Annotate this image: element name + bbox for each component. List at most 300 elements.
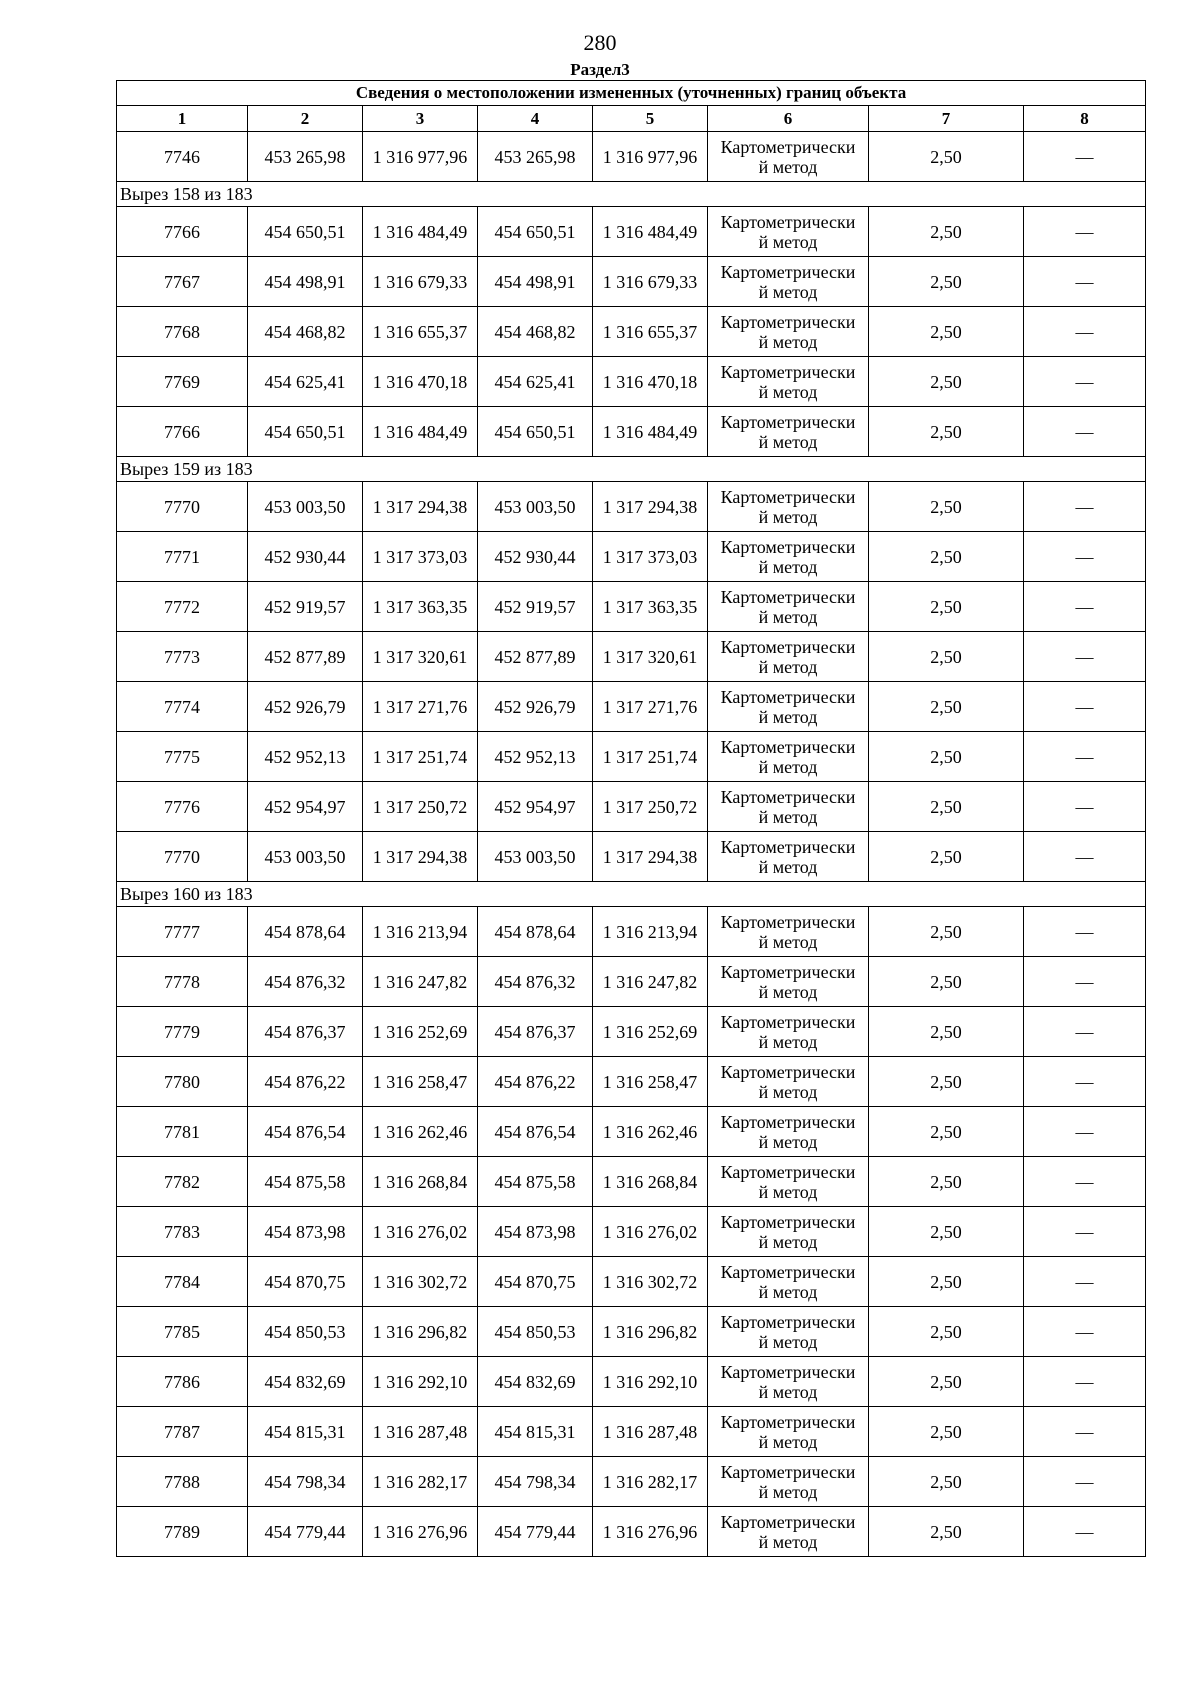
x-coordinate-cell: 454 468,82 bbox=[248, 307, 363, 357]
method-cell bbox=[708, 357, 869, 407]
section-title: Раздел3 bbox=[570, 60, 630, 79]
page-number: 280 bbox=[583, 30, 617, 55]
table-row bbox=[117, 907, 1146, 957]
method-text-line: й метод bbox=[758, 431, 818, 452]
accuracy-cell: 2,50 bbox=[869, 357, 1024, 407]
method-text-line: й метод bbox=[758, 381, 818, 402]
method-cell bbox=[708, 632, 869, 682]
method-text-line: й метод bbox=[758, 1381, 818, 1402]
method-text-line: Картометрически bbox=[720, 636, 856, 657]
method-cell bbox=[708, 782, 869, 832]
description-cell: — bbox=[1024, 1357, 1146, 1407]
method-cell bbox=[708, 207, 869, 257]
point-number-cell: 7768 bbox=[117, 307, 248, 357]
method-cell bbox=[708, 1007, 869, 1057]
table-row bbox=[117, 257, 1146, 307]
table-row bbox=[117, 1107, 1146, 1157]
y-coordinate-cell: 1 316 470,18 bbox=[593, 357, 708, 407]
table-row bbox=[117, 1207, 1146, 1257]
x-coordinate-cell: 454 878,64 bbox=[248, 907, 363, 957]
y-coordinate-cell: 1 317 294,38 bbox=[363, 832, 478, 882]
accuracy-cell: 2,50 bbox=[869, 1457, 1024, 1507]
y-coordinate-cell: 1 316 268,84 bbox=[363, 1157, 478, 1207]
accuracy-cell: 2,50 bbox=[869, 957, 1024, 1007]
method-text-line: Картометрически bbox=[720, 486, 856, 507]
y-coordinate-cell: 1 316 213,94 bbox=[593, 907, 708, 957]
x-coordinate-cell: 454 870,75 bbox=[248, 1257, 363, 1307]
method-text-line: й метод bbox=[758, 231, 818, 252]
y-coordinate-cell: 1 316 268,84 bbox=[593, 1157, 708, 1207]
y-coordinate-cell: 1 316 276,96 bbox=[593, 1507, 708, 1557]
y-coordinate-cell: 1 316 296,82 bbox=[363, 1307, 478, 1357]
x-coordinate-cell: 452 877,89 bbox=[478, 632, 593, 682]
point-number-cell: 7772 bbox=[117, 582, 248, 632]
y-coordinate-cell: 1 316 276,96 bbox=[363, 1507, 478, 1557]
cutout-label: Вырез 158 из 183 bbox=[117, 182, 1146, 207]
y-coordinate-cell: 1 316 258,47 bbox=[593, 1057, 708, 1107]
accuracy-cell: 2,50 bbox=[869, 132, 1024, 182]
method-text-line: й метод bbox=[758, 1281, 818, 1302]
column-header-row bbox=[117, 106, 1146, 132]
method-text-line: й метод bbox=[758, 856, 818, 877]
accuracy-cell: 2,50 bbox=[869, 407, 1024, 457]
x-coordinate-cell: 454 832,69 bbox=[248, 1357, 363, 1407]
y-coordinate-cell: 1 317 363,35 bbox=[363, 582, 478, 632]
method-text-line: й метод bbox=[758, 931, 818, 952]
y-coordinate-cell: 1 316 247,82 bbox=[363, 957, 478, 1007]
y-coordinate-cell: 1 317 250,72 bbox=[363, 782, 478, 832]
y-coordinate-cell: 1 316 247,82 bbox=[593, 957, 708, 1007]
point-number-cell: 7784 bbox=[117, 1257, 248, 1307]
method-cell bbox=[708, 1157, 869, 1207]
method-text-line: й метод bbox=[758, 1131, 818, 1152]
point-number-cell: 7781 bbox=[117, 1107, 248, 1157]
x-coordinate-cell: 454 850,53 bbox=[248, 1307, 363, 1357]
x-coordinate-cell: 454 650,51 bbox=[248, 407, 363, 457]
y-coordinate-cell: 1 317 294,38 bbox=[363, 482, 478, 532]
point-number-cell: 7770 bbox=[117, 832, 248, 882]
y-coordinate-cell: 1 317 271,76 bbox=[363, 682, 478, 732]
description-cell: — bbox=[1024, 1207, 1146, 1257]
description-cell: — bbox=[1024, 357, 1146, 407]
method-text-line: Картометрически bbox=[720, 911, 856, 932]
method-text-line: й метод bbox=[758, 656, 818, 677]
table-row bbox=[117, 482, 1146, 532]
description-cell: — bbox=[1024, 132, 1146, 182]
x-coordinate-cell: 454 798,34 bbox=[248, 1457, 363, 1507]
y-coordinate-cell: 1 316 292,10 bbox=[363, 1357, 478, 1407]
accuracy-cell: 2,50 bbox=[869, 1307, 1024, 1357]
x-coordinate-cell: 454 798,34 bbox=[478, 1457, 593, 1507]
y-coordinate-cell: 1 317 251,74 bbox=[363, 732, 478, 782]
column-header: 8 bbox=[1024, 106, 1146, 132]
table-row bbox=[117, 357, 1146, 407]
x-coordinate-cell: 454 876,22 bbox=[248, 1057, 363, 1107]
method-text-line: Картометрически bbox=[720, 311, 856, 332]
point-number-cell: 7773 bbox=[117, 632, 248, 682]
table-row bbox=[117, 1507, 1146, 1557]
x-coordinate-cell: 454 850,53 bbox=[478, 1307, 593, 1357]
y-coordinate-cell: 1 316 282,17 bbox=[363, 1457, 478, 1507]
table-row bbox=[117, 1407, 1146, 1457]
accuracy-cell: 2,50 bbox=[869, 1257, 1024, 1307]
method-cell bbox=[708, 1107, 869, 1157]
x-coordinate-cell: 454 650,51 bbox=[478, 407, 593, 457]
x-coordinate-cell: 452 919,57 bbox=[248, 582, 363, 632]
x-coordinate-cell: 454 779,44 bbox=[478, 1507, 593, 1557]
description-cell: — bbox=[1024, 532, 1146, 582]
table-row bbox=[117, 632, 1146, 682]
method-text-line: Картометрически bbox=[720, 786, 856, 807]
description-cell: — bbox=[1024, 732, 1146, 782]
point-number-cell: 7775 bbox=[117, 732, 248, 782]
x-coordinate-cell: 452 954,97 bbox=[248, 782, 363, 832]
accuracy-cell: 2,50 bbox=[869, 1157, 1024, 1207]
cutout-row bbox=[117, 882, 1146, 907]
method-text-line: й метод bbox=[758, 1081, 818, 1102]
method-text-line: Картометрически bbox=[720, 686, 856, 707]
x-coordinate-cell: 454 876,32 bbox=[478, 957, 593, 1007]
y-coordinate-cell: 1 316 302,72 bbox=[363, 1257, 478, 1307]
table-row bbox=[117, 132, 1146, 182]
method-text-line: й метод bbox=[758, 981, 818, 1002]
method-cell bbox=[708, 832, 869, 882]
method-text-line: Картометрически bbox=[720, 136, 856, 157]
method-text-line: Картометрически bbox=[720, 1511, 856, 1532]
method-cell bbox=[708, 132, 869, 182]
accuracy-cell: 2,50 bbox=[869, 1507, 1024, 1557]
y-coordinate-cell: 1 317 320,61 bbox=[363, 632, 478, 682]
description-cell: — bbox=[1024, 1257, 1146, 1307]
table-caption-row bbox=[117, 81, 1146, 106]
cutout-row bbox=[117, 457, 1146, 482]
point-number-cell: 7783 bbox=[117, 1207, 248, 1257]
x-coordinate-cell: 453 265,98 bbox=[248, 132, 363, 182]
x-coordinate-cell: 452 877,89 bbox=[248, 632, 363, 682]
x-coordinate-cell: 452 952,13 bbox=[248, 732, 363, 782]
method-text-line: й метод bbox=[758, 606, 818, 627]
method-text-line: й метод bbox=[758, 1231, 818, 1252]
table-row bbox=[117, 1307, 1146, 1357]
cutout-label: Вырез 159 из 183 bbox=[117, 457, 1146, 482]
method-text-line: й метод bbox=[758, 1331, 818, 1352]
description-cell: — bbox=[1024, 1507, 1146, 1557]
point-number-cell: 7746 bbox=[117, 132, 248, 182]
y-coordinate-cell: 1 317 373,03 bbox=[593, 532, 708, 582]
method-cell bbox=[708, 1257, 869, 1307]
y-coordinate-cell: 1 316 287,48 bbox=[363, 1407, 478, 1457]
method-text-line: й метод bbox=[758, 806, 818, 827]
x-coordinate-cell: 454 498,91 bbox=[478, 257, 593, 307]
table-row bbox=[117, 1157, 1146, 1207]
point-number-cell: 7780 bbox=[117, 1057, 248, 1107]
table-row bbox=[117, 732, 1146, 782]
accuracy-cell: 2,50 bbox=[869, 682, 1024, 732]
point-number-cell: 7789 bbox=[117, 1507, 248, 1557]
description-cell: — bbox=[1024, 257, 1146, 307]
method-cell bbox=[708, 682, 869, 732]
method-text-line: Картометрически bbox=[720, 1311, 856, 1332]
y-coordinate-cell: 1 316 213,94 bbox=[363, 907, 478, 957]
description-cell: — bbox=[1024, 1107, 1146, 1157]
point-number-cell: 7786 bbox=[117, 1357, 248, 1407]
boundary-coordinates-table bbox=[116, 80, 1146, 1557]
cutout-row bbox=[117, 182, 1146, 207]
x-coordinate-cell: 454 832,69 bbox=[478, 1357, 593, 1407]
point-number-cell: 7779 bbox=[117, 1007, 248, 1057]
method-cell bbox=[708, 732, 869, 782]
method-cell bbox=[708, 257, 869, 307]
y-coordinate-cell: 1 316 484,49 bbox=[593, 207, 708, 257]
table-row bbox=[117, 1457, 1146, 1507]
description-cell: — bbox=[1024, 907, 1146, 957]
column-header: 5 bbox=[593, 106, 708, 132]
method-cell bbox=[708, 1507, 869, 1557]
y-coordinate-cell: 1 316 655,37 bbox=[593, 307, 708, 357]
y-coordinate-cell: 1 316 252,69 bbox=[593, 1007, 708, 1057]
x-coordinate-cell: 454 876,32 bbox=[248, 957, 363, 1007]
point-number-cell: 7771 bbox=[117, 532, 248, 582]
table-row bbox=[117, 582, 1146, 632]
point-number-cell: 7788 bbox=[117, 1457, 248, 1507]
x-coordinate-cell: 454 876,22 bbox=[478, 1057, 593, 1107]
x-coordinate-cell: 454 779,44 bbox=[248, 1507, 363, 1557]
table-row bbox=[117, 957, 1146, 1007]
method-text-line: й метод bbox=[758, 156, 818, 177]
method-text-line: Картометрически bbox=[720, 1111, 856, 1132]
method-cell bbox=[708, 582, 869, 632]
accuracy-cell: 2,50 bbox=[869, 1207, 1024, 1257]
method-text-line: Картометрически bbox=[720, 836, 856, 857]
accuracy-cell: 2,50 bbox=[869, 582, 1024, 632]
method-cell bbox=[708, 957, 869, 1007]
y-coordinate-cell: 1 316 282,17 bbox=[593, 1457, 708, 1507]
y-coordinate-cell: 1 317 294,38 bbox=[593, 832, 708, 882]
y-coordinate-cell: 1 316 287,48 bbox=[593, 1407, 708, 1457]
method-text-line: Картометрически bbox=[720, 411, 856, 432]
table-row bbox=[117, 1357, 1146, 1407]
method-cell bbox=[708, 1357, 869, 1407]
accuracy-cell: 2,50 bbox=[869, 832, 1024, 882]
table-row bbox=[117, 782, 1146, 832]
column-header: 6 bbox=[708, 106, 869, 132]
method-text-line: Картометрически bbox=[720, 1211, 856, 1232]
y-coordinate-cell: 1 316 484,49 bbox=[363, 407, 478, 457]
x-coordinate-cell: 453 003,50 bbox=[478, 482, 593, 532]
description-cell: — bbox=[1024, 307, 1146, 357]
accuracy-cell: 2,50 bbox=[869, 307, 1024, 357]
table-caption: Сведения о местоположении измененных (уточненных) границ объекта bbox=[117, 81, 1146, 106]
method-text-line: й метод bbox=[758, 556, 818, 577]
y-coordinate-cell: 1 316 679,33 bbox=[593, 257, 708, 307]
accuracy-cell: 2,50 bbox=[869, 1057, 1024, 1107]
table-row bbox=[117, 1007, 1146, 1057]
point-number-cell: 7785 bbox=[117, 1307, 248, 1357]
x-coordinate-cell: 454 878,64 bbox=[478, 907, 593, 957]
x-coordinate-cell: 452 926,79 bbox=[248, 682, 363, 732]
y-coordinate-cell: 1 316 276,02 bbox=[363, 1207, 478, 1257]
method-text-line: Картометрически bbox=[720, 1011, 856, 1032]
table-row bbox=[117, 407, 1146, 457]
x-coordinate-cell: 453 003,50 bbox=[478, 832, 593, 882]
y-coordinate-cell: 1 316 262,46 bbox=[593, 1107, 708, 1157]
y-coordinate-cell: 1 317 271,76 bbox=[593, 682, 708, 732]
x-coordinate-cell: 454 625,41 bbox=[248, 357, 363, 407]
table-body bbox=[117, 81, 1146, 1557]
method-cell bbox=[708, 1207, 869, 1257]
method-cell bbox=[708, 1307, 869, 1357]
x-coordinate-cell: 452 930,44 bbox=[478, 532, 593, 582]
description-cell: — bbox=[1024, 1407, 1146, 1457]
method-text-line: й метод bbox=[758, 706, 818, 727]
point-number-cell: 7774 bbox=[117, 682, 248, 732]
x-coordinate-cell: 453 003,50 bbox=[248, 832, 363, 882]
x-coordinate-cell: 454 875,58 bbox=[248, 1157, 363, 1207]
y-coordinate-cell: 1 316 977,96 bbox=[593, 132, 708, 182]
x-coordinate-cell: 453 003,50 bbox=[248, 482, 363, 532]
accuracy-cell: 2,50 bbox=[869, 1107, 1024, 1157]
description-cell: — bbox=[1024, 632, 1146, 682]
x-coordinate-cell: 454 498,91 bbox=[248, 257, 363, 307]
description-cell: — bbox=[1024, 682, 1146, 732]
method-text-line: й метод bbox=[758, 1431, 818, 1452]
table-row bbox=[117, 682, 1146, 732]
y-coordinate-cell: 1 316 262,46 bbox=[363, 1107, 478, 1157]
accuracy-cell: 2,50 bbox=[869, 257, 1024, 307]
column-header: 4 bbox=[478, 106, 593, 132]
accuracy-cell: 2,50 bbox=[869, 207, 1024, 257]
y-coordinate-cell: 1 316 977,96 bbox=[363, 132, 478, 182]
y-coordinate-cell: 1 316 484,49 bbox=[363, 207, 478, 257]
y-coordinate-cell: 1 316 252,69 bbox=[363, 1007, 478, 1057]
x-coordinate-cell: 454 625,41 bbox=[478, 357, 593, 407]
description-cell: — bbox=[1024, 957, 1146, 1007]
point-number-cell: 7782 bbox=[117, 1157, 248, 1207]
point-number-cell: 7778 bbox=[117, 957, 248, 1007]
method-text-line: Картометрически bbox=[720, 1461, 856, 1482]
y-coordinate-cell: 1 317 294,38 bbox=[593, 482, 708, 532]
method-text-line: Картометрически bbox=[720, 1261, 856, 1282]
x-coordinate-cell: 454 650,51 bbox=[478, 207, 593, 257]
method-text-line: Картометрически bbox=[720, 961, 856, 982]
y-coordinate-cell: 1 317 373,03 bbox=[363, 532, 478, 582]
method-text-line: й метод bbox=[758, 1481, 818, 1502]
x-coordinate-cell: 454 650,51 bbox=[248, 207, 363, 257]
x-coordinate-cell: 452 954,97 bbox=[478, 782, 593, 832]
method-cell bbox=[708, 307, 869, 357]
y-coordinate-cell: 1 317 250,72 bbox=[593, 782, 708, 832]
method-text-line: Картометрически bbox=[720, 1361, 856, 1382]
method-text-line: й метод bbox=[758, 281, 818, 302]
method-text-line: Картометрически bbox=[720, 736, 856, 757]
method-cell bbox=[708, 907, 869, 957]
table-row bbox=[117, 832, 1146, 882]
method-text-line: й метод bbox=[758, 331, 818, 352]
y-coordinate-cell: 1 316 292,10 bbox=[593, 1357, 708, 1407]
column-header: 2 bbox=[248, 106, 363, 132]
method-text-line: й метод bbox=[758, 1031, 818, 1052]
method-cell bbox=[708, 1457, 869, 1507]
x-coordinate-cell: 454 815,31 bbox=[478, 1407, 593, 1457]
table-row bbox=[117, 1257, 1146, 1307]
point-number-cell: 7766 bbox=[117, 207, 248, 257]
description-cell: — bbox=[1024, 782, 1146, 832]
x-coordinate-cell: 454 815,31 bbox=[248, 1407, 363, 1457]
y-coordinate-cell: 1 316 296,82 bbox=[593, 1307, 708, 1357]
x-coordinate-cell: 454 876,54 bbox=[248, 1107, 363, 1157]
x-coordinate-cell: 453 265,98 bbox=[478, 132, 593, 182]
x-coordinate-cell: 454 876,37 bbox=[248, 1007, 363, 1057]
table-row bbox=[117, 532, 1146, 582]
x-coordinate-cell: 452 926,79 bbox=[478, 682, 593, 732]
point-number-cell: 7770 bbox=[117, 482, 248, 532]
accuracy-cell: 2,50 bbox=[869, 632, 1024, 682]
accuracy-cell: 2,50 bbox=[869, 907, 1024, 957]
x-coordinate-cell: 454 875,58 bbox=[478, 1157, 593, 1207]
description-cell: — bbox=[1024, 482, 1146, 532]
description-cell: — bbox=[1024, 1157, 1146, 1207]
point-number-cell: 7766 bbox=[117, 407, 248, 457]
description-cell: — bbox=[1024, 582, 1146, 632]
method-text-line: Картометрически bbox=[720, 261, 856, 282]
table-row bbox=[117, 207, 1146, 257]
method-text-line: й метод bbox=[758, 756, 818, 777]
description-cell: — bbox=[1024, 1007, 1146, 1057]
x-coordinate-cell: 454 468,82 bbox=[478, 307, 593, 357]
y-coordinate-cell: 1 316 258,47 bbox=[363, 1057, 478, 1107]
accuracy-cell: 2,50 bbox=[869, 482, 1024, 532]
point-number-cell: 7769 bbox=[117, 357, 248, 407]
y-coordinate-cell: 1 317 363,35 bbox=[593, 582, 708, 632]
accuracy-cell: 2,50 bbox=[869, 1357, 1024, 1407]
x-coordinate-cell: 454 873,98 bbox=[248, 1207, 363, 1257]
description-cell: — bbox=[1024, 1057, 1146, 1107]
method-text-line: Картометрически bbox=[720, 1061, 856, 1082]
description-cell: — bbox=[1024, 1457, 1146, 1507]
x-coordinate-cell: 454 876,37 bbox=[478, 1007, 593, 1057]
description-cell: — bbox=[1024, 832, 1146, 882]
method-text-line: Картометрически bbox=[720, 361, 856, 382]
method-cell bbox=[708, 482, 869, 532]
accuracy-cell: 2,50 bbox=[869, 532, 1024, 582]
method-text-line: й метод bbox=[758, 506, 818, 527]
y-coordinate-cell: 1 316 470,18 bbox=[363, 357, 478, 407]
method-text-line: Картометрически bbox=[720, 1411, 856, 1432]
x-coordinate-cell: 452 952,13 bbox=[478, 732, 593, 782]
description-cell: — bbox=[1024, 407, 1146, 457]
x-coordinate-cell: 454 873,98 bbox=[478, 1207, 593, 1257]
accuracy-cell: 2,50 bbox=[869, 732, 1024, 782]
x-coordinate-cell: 454 870,75 bbox=[478, 1257, 593, 1307]
x-coordinate-cell: 452 930,44 bbox=[248, 532, 363, 582]
column-header: 3 bbox=[363, 106, 478, 132]
method-text-line: Картометрически bbox=[720, 1161, 856, 1182]
accuracy-cell: 2,50 bbox=[869, 1407, 1024, 1457]
point-number-cell: 7787 bbox=[117, 1407, 248, 1457]
accuracy-cell: 2,50 bbox=[869, 782, 1024, 832]
point-number-cell: 7767 bbox=[117, 257, 248, 307]
x-coordinate-cell: 452 919,57 bbox=[478, 582, 593, 632]
y-coordinate-cell: 1 317 320,61 bbox=[593, 632, 708, 682]
method-cell bbox=[708, 1057, 869, 1107]
description-cell: — bbox=[1024, 1307, 1146, 1357]
y-coordinate-cell: 1 317 251,74 bbox=[593, 732, 708, 782]
table-row bbox=[117, 307, 1146, 357]
point-number-cell: 7776 bbox=[117, 782, 248, 832]
method-cell bbox=[708, 1407, 869, 1457]
column-header: 7 bbox=[869, 106, 1024, 132]
point-number-cell: 7777 bbox=[117, 907, 248, 957]
